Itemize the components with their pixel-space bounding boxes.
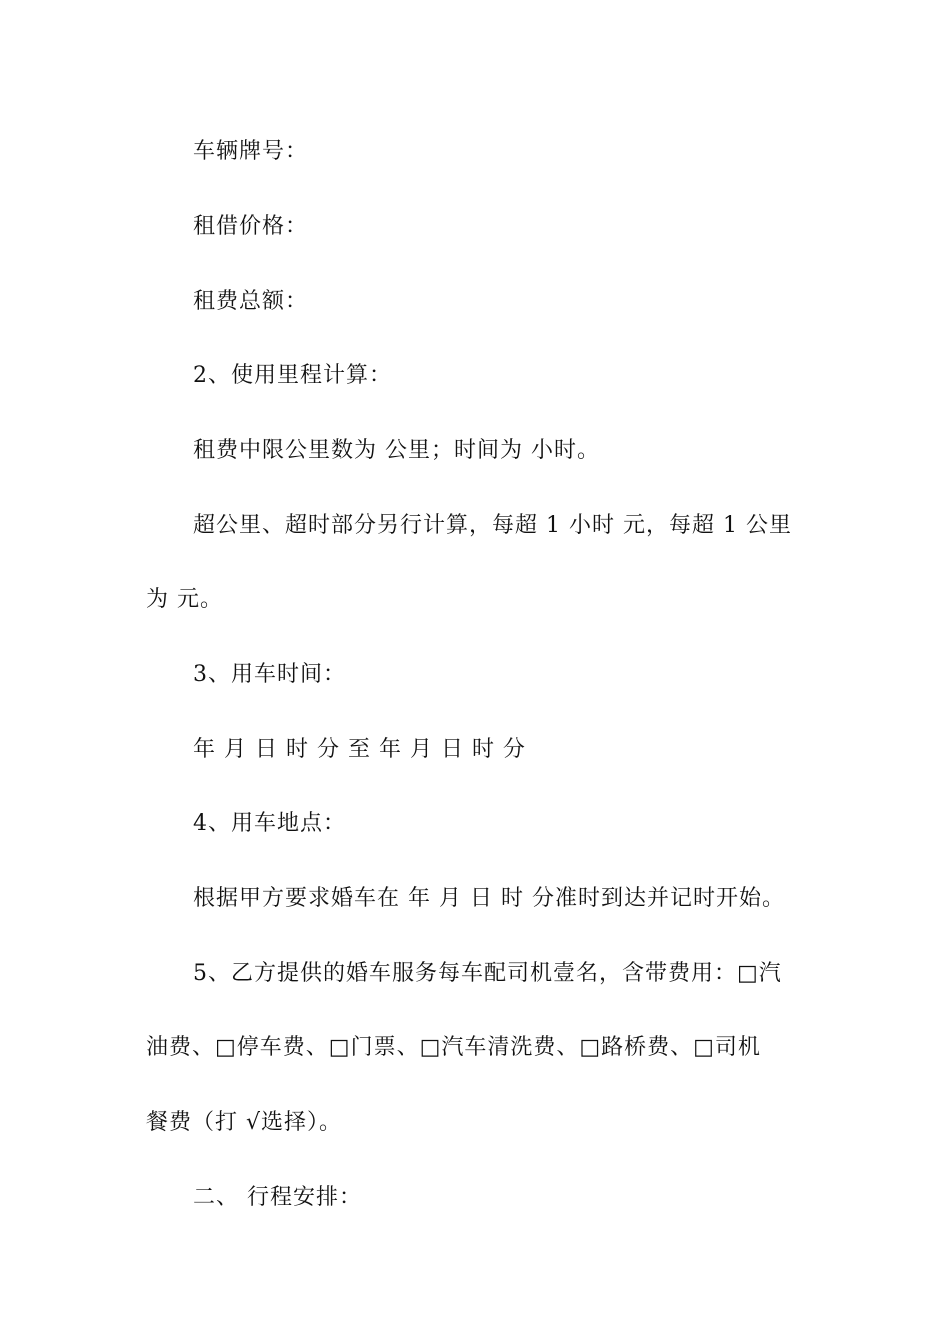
rental-total-label: 租费总额： [193, 289, 309, 314]
overage-text-line-1: 超公里、超时部分另行计算，每超 1 小时 元，每超 1 公里 [193, 513, 792, 538]
rental-price-label: 租借价格： [193, 214, 309, 239]
time-range-text: 年 月 日 时 分 至 年 月 日 时 分 [193, 737, 526, 762]
section-2-heading: 2、使用里程计算： [193, 363, 392, 388]
section-5-line-1: 5、乙方提供的婚车服务每车配司机壹名，含带费用：□汽 [193, 961, 782, 986]
section-5-line-2: 油费、□停车费、□门票、□汽车清洗费、□路桥费、□司机 [146, 1035, 761, 1060]
section-4-heading: 4、用车地点： [193, 811, 346, 836]
section-3-heading: 3、用车时间： [193, 662, 346, 687]
section-5-line-3: 餐费（打 √选择）。 [146, 1110, 343, 1135]
mileage-limit-text: 租费中限公里数为 公里；时间为 小时。 [193, 438, 600, 463]
overage-text-line-2: 为 元。 [146, 587, 223, 612]
arrival-time-text: 根据甲方要求婚车在 年 月 日 时 分准时到达并记时开始。 [193, 886, 785, 911]
vehicle-plate-label: 车辆牌号： [193, 139, 309, 164]
itinerary-heading: 二、 行程安排： [193, 1185, 362, 1210]
